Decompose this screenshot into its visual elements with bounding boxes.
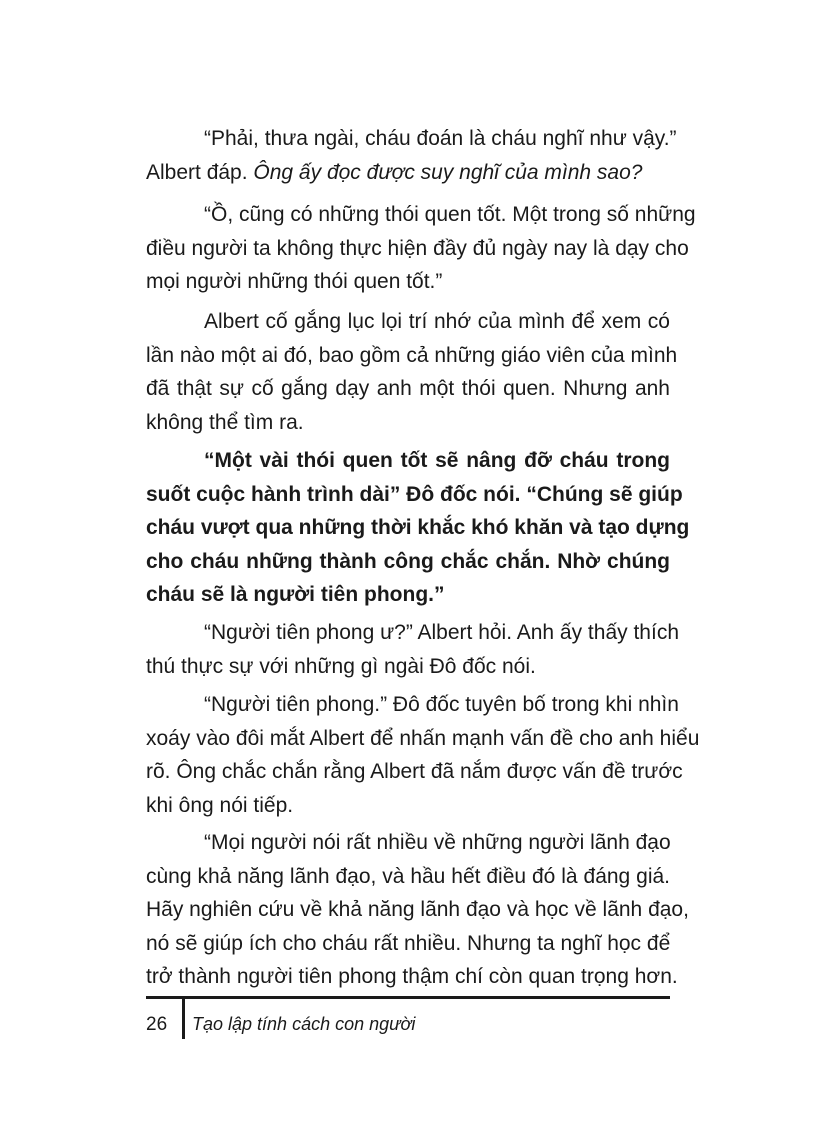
paragraph-line: nó sẽ giúp ích cho cháu rất nhiều. Nhưng ta nghĩ học để: [146, 931, 671, 955]
paragraph-line: xoáy vào đôi mắt Albert để nhấn mạnh vấn đề cho anh hiểu: [146, 726, 700, 750]
paragraph-line: Albert cố gắng lục lọi trí nhớ của mình để xem có: [204, 310, 670, 333]
book-title: Tạo lập tính cách con người: [192, 1014, 416, 1034]
paragraph-2: [146, 198, 696, 299]
paragraph-1: [146, 122, 677, 189]
inner-thought-text: Ông ấy đọc được suy nghĩ của mình sao?: [253, 160, 643, 184]
paragraph-line: khi ông nói tiếp.: [146, 793, 294, 817]
paragraph-line: [146, 156, 670, 190]
paragraph-line: “Người tiên phong.” Đô đốc tuyên bố trong khi nhìn: [204, 693, 679, 716]
paragraph-line: “Một vài thói quen tốt sẽ nâng đỡ cháu trong: [204, 449, 670, 472]
paragraph-line: “Phải, thưa ngài, cháu đoán là cháu nghĩ như vậy.”: [204, 127, 677, 150]
paragraph-line: suốt cuộc hành trình dài” Đô đốc nói. “Chúng sẽ giúp: [146, 482, 683, 506]
paragraph-line: rõ. Ông chắc chắn rằng Albert đã nắm được vấn đề trước: [146, 760, 683, 784]
paragraph-line: trở thành người tiên phong thậm chí còn quan trọng hơn.: [146, 965, 678, 989]
paragraph-7: [146, 826, 689, 994]
paragraph-5: [146, 616, 679, 683]
paragraph-line: “Ồ, cũng có những thói quen tốt. Một trong số những: [204, 203, 696, 226]
paragraph-line: lần nào một ai đó, bao gồm cả những giáo viên của mình: [146, 343, 678, 367]
paragraph-line: mọi người những thói quen tốt.”: [146, 270, 443, 294]
paragraph-6: [146, 688, 700, 822]
paragraph-line: cháu vượt qua những thời khắc khó khăn và tạo dựng: [146, 516, 690, 540]
paragraph-line: điều người ta không thực hiện đầy đủ ngày nay là dạy cho: [146, 236, 689, 260]
page-number: 26: [146, 1014, 168, 1035]
paragraph-4-bold: [146, 444, 690, 612]
paragraph-line: cháu sẽ là người tiên phong.”: [146, 583, 445, 607]
paragraph-line: cho cháu những thành công chắc chắn. Nhờ chúng: [146, 549, 670, 573]
paragraph-line: “Mọi người nói rất nhiều về những người lãnh đạo: [204, 831, 671, 854]
paragraph-line: “Người tiên phong ư?” Albert hỏi. Anh ấy thấy thích: [204, 621, 679, 644]
paragraph-line: cùng khả năng lãnh đạo, và hầu hết điều đó là đáng giá.: [146, 864, 670, 888]
footer-divider: [182, 999, 185, 1039]
footer-rule: [146, 996, 670, 999]
paragraph-3: [146, 305, 678, 439]
paragraph-line: không thể tìm ra.: [146, 410, 304, 434]
paragraph-line: Hãy nghiên cứu về khả năng lãnh đạo và học về lãnh đạo,: [146, 898, 689, 922]
paragraph-line: thú thực sự với những gì ngài Đô đốc nói.: [146, 654, 536, 678]
paragraph-line: đã thật sự cố gắng dạy anh một thói quen. Nhưng anh: [146, 377, 670, 401]
paragraph-line-text: Albert đáp.: [146, 160, 254, 184]
